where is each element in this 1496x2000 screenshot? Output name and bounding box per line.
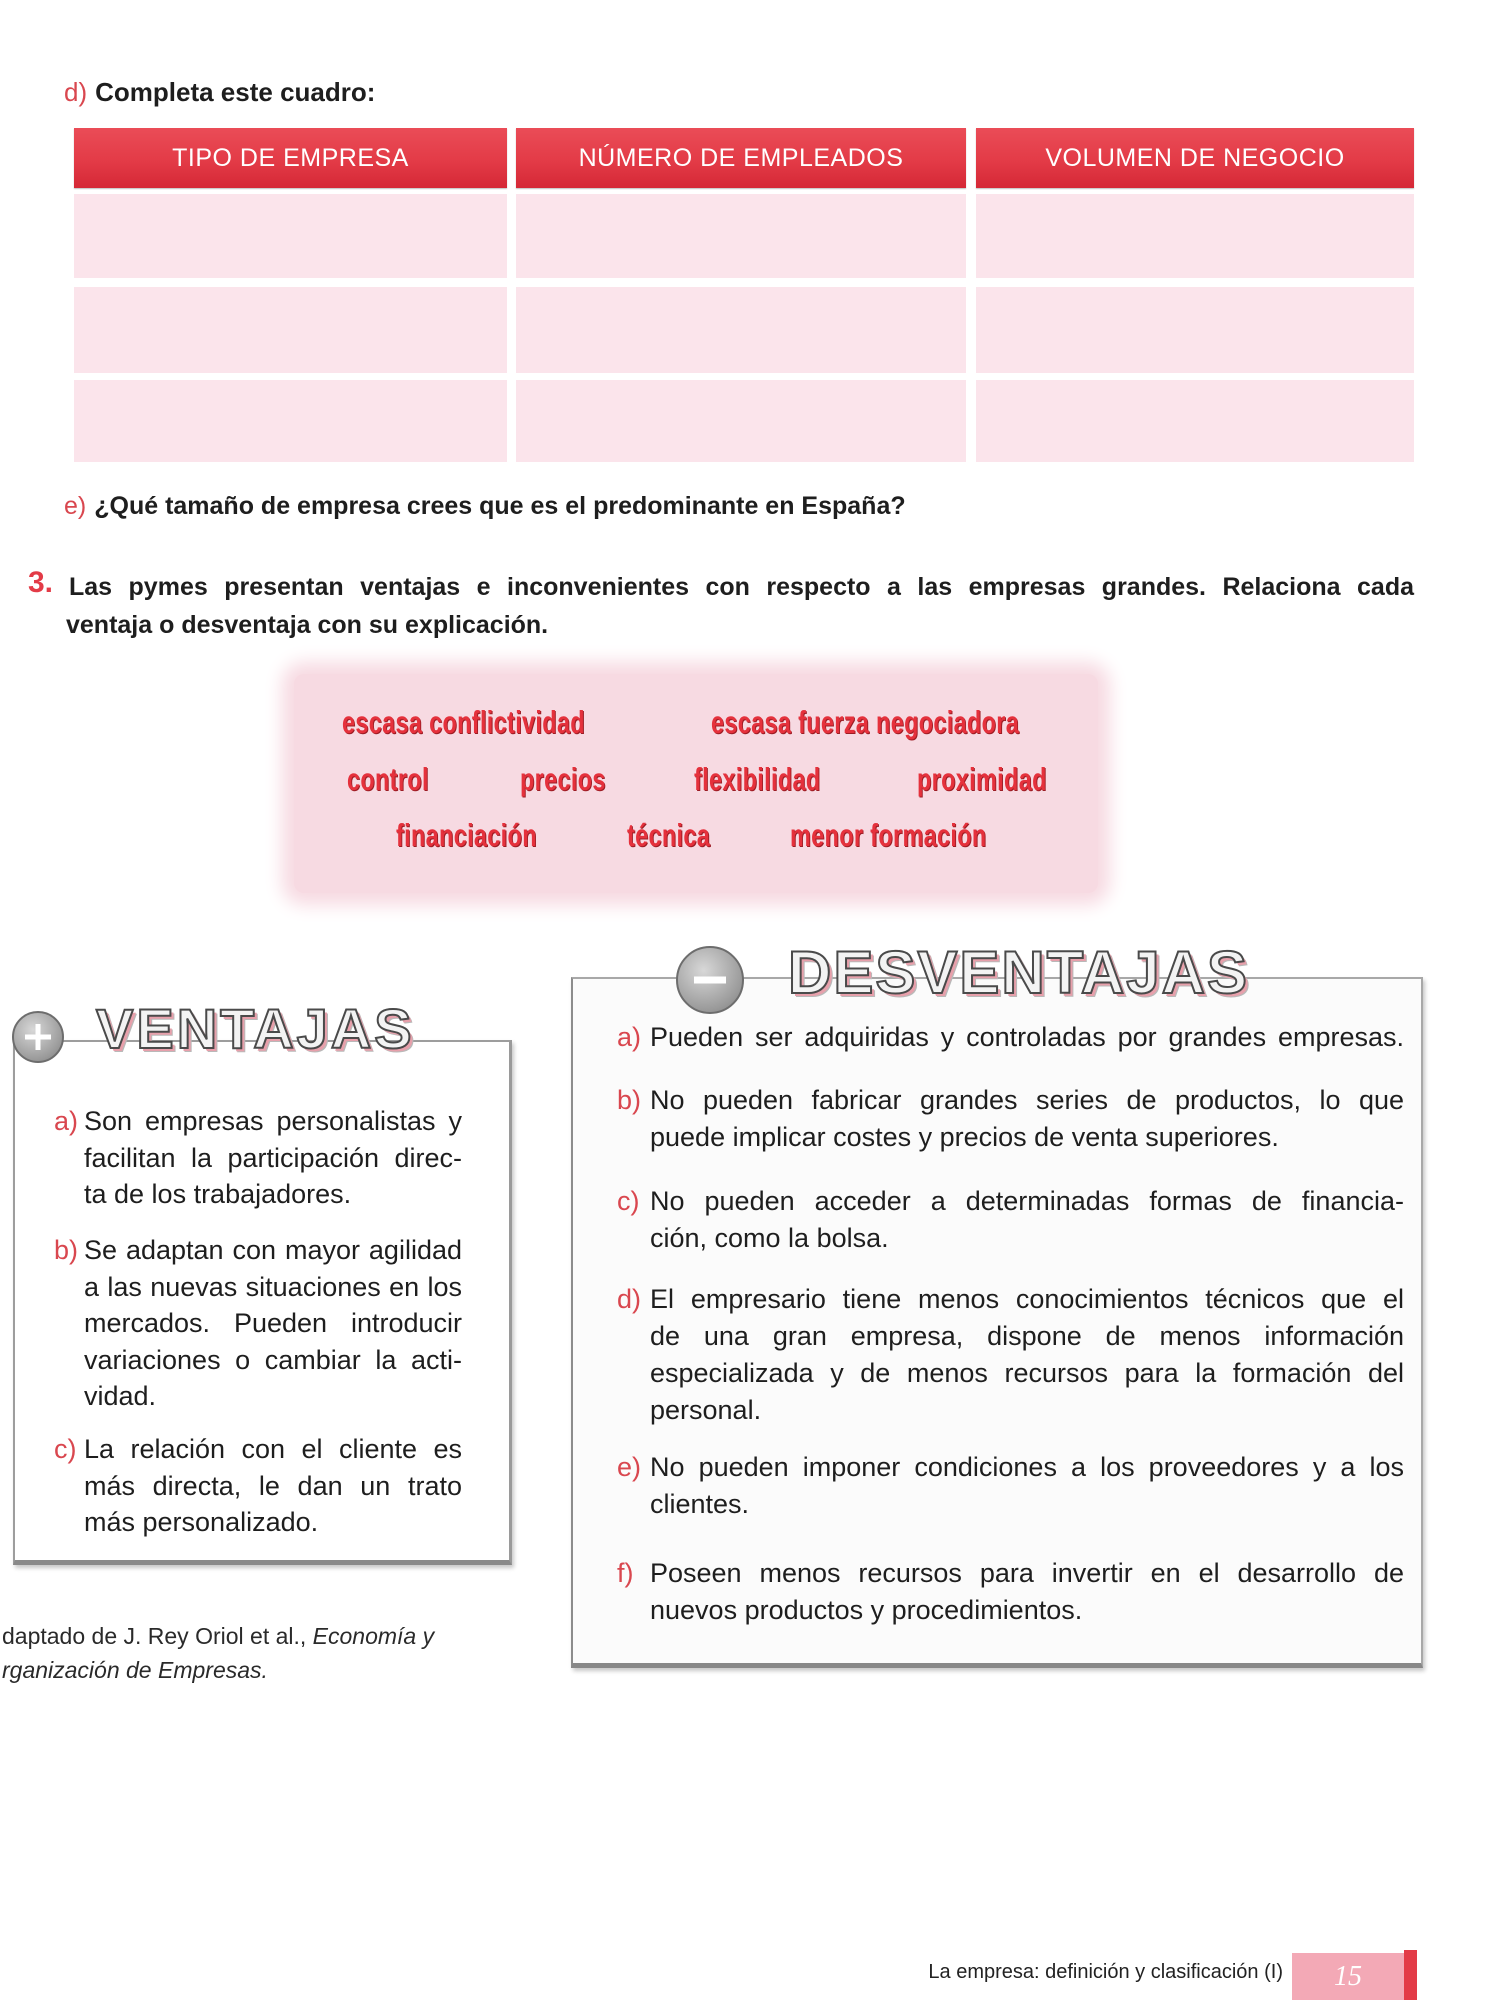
item-line: puede implicar costes y precios de venta superiores. <box>650 1122 1279 1152</box>
word-bank-term: flexibilidad <box>694 760 821 798</box>
question-e <box>64 490 906 522</box>
table-header-tipo-empresa: TIPO DE EMPRESA <box>74 128 507 188</box>
item-line: variaciones o cambiar la acti- <box>84 1344 462 1375</box>
table-cell <box>74 287 507 373</box>
item-line: El empresario tiene menos conocimientos técnicos que el <box>650 1284 1404 1314</box>
item-line: de una gran empresa, dispone de menos información <box>650 1321 1404 1351</box>
item-line: vidad. <box>84 1381 157 1411</box>
question-e-text: ¿Qué tamaño de empresa crees que es el predominante en España? <box>94 492 906 520</box>
word-bank-term: técnica <box>627 816 711 854</box>
source-citation <box>2 1655 268 1685</box>
item-label: a) <box>54 1106 79 1136</box>
word-bank-term: proximidad <box>917 760 1047 798</box>
item-line: ción, como la bolsa. <box>650 1223 889 1253</box>
question-d-label: d) <box>64 77 88 107</box>
word-bank-term: financiación <box>396 816 537 854</box>
table-cell <box>74 194 507 278</box>
word-bank-term: escasa fuerza negociadora <box>711 703 1020 741</box>
source-book-title: Economía y <box>312 1623 435 1649</box>
table-cell <box>74 380 507 462</box>
exercise-number: 3. <box>28 566 54 599</box>
table-cell <box>976 194 1414 278</box>
ventajas-title: VENTAJAS <box>96 997 415 1060</box>
item-line: Son empresas personalistas y <box>84 1106 462 1136</box>
item-line: Poseen menos recursos para invertir en el desarrollo de <box>650 1558 1404 1588</box>
item-line: Se adaptan con mayor agilidad <box>84 1235 462 1265</box>
item-line: clientes. <box>650 1489 750 1519</box>
exercise-statement-line: Las pymes presentan ventajas e inconvenientes con respecto a las empresas grandes. Relaciona cada <box>69 573 1414 601</box>
question-d <box>64 76 375 108</box>
word-bank-term: escasa conflictividad <box>342 703 585 741</box>
desventajas-title: DESVENTAJAS <box>788 939 1249 1006</box>
page-number: 15 <box>1334 1961 1362 1992</box>
item-line: Pueden ser adquiridas y controladas por grandes empresas. <box>650 1022 1404 1052</box>
item-line: No pueden acceder a determinadas formas de financia- <box>650 1186 1404 1216</box>
item-label: b) <box>617 1085 642 1115</box>
item-label: c) <box>54 1434 77 1464</box>
item-line: No pueden imponer condiciones a los proveedores y a los <box>650 1452 1404 1482</box>
item-line: mercados. Pueden introducir <box>84 1308 462 1338</box>
item-line: ta de los trabajadores. <box>84 1179 352 1209</box>
item-label: b) <box>54 1235 79 1265</box>
item-line: No pueden fabricar grandes series de productos, lo que <box>650 1085 1404 1115</box>
item-line: La relación con el cliente es <box>84 1434 462 1464</box>
question-e-label: e) <box>64 492 87 520</box>
word-bank-term: control <box>347 760 429 798</box>
item-label: c) <box>617 1186 640 1216</box>
item-line: más personalizado. <box>84 1507 319 1537</box>
source-text: daptado de J. Rey Oriol et al., <box>2 1623 313 1649</box>
word-bank-term: menor formación <box>790 816 987 854</box>
table-cell <box>516 380 966 462</box>
source-citation <box>2 1621 434 1651</box>
item-label: e) <box>617 1452 642 1482</box>
item-line: facilitan la participación direc- <box>84 1142 462 1173</box>
item-line: a las nuevas situaciones en los <box>84 1271 462 1302</box>
table-header-volumen-negocio: VOLUMEN DE NEGOCIO <box>976 128 1414 188</box>
item-line: especializada y de menos recursos para la formación del <box>650 1358 1404 1388</box>
word-bank-term: precios <box>520 760 606 798</box>
exercise-statement-line: ventaja o desventaja con su explicación. <box>66 611 549 639</box>
table-cell <box>516 194 966 278</box>
source-book-title: rganización de Empresas. <box>2 1657 268 1683</box>
table-cell <box>976 380 1414 462</box>
item-label: d) <box>617 1284 642 1314</box>
item-line: nuevos productos y procedimientos. <box>650 1595 1083 1625</box>
table-cell <box>976 287 1414 373</box>
item-line: más directa, le dan un trato <box>84 1470 462 1501</box>
item-label: a) <box>617 1022 642 1052</box>
minus-circle-icon <box>676 946 744 1014</box>
table-cell <box>516 287 966 373</box>
plus-circle-icon <box>12 1011 64 1063</box>
item-label: f) <box>617 1558 634 1588</box>
question-d-text: Completa este cuadro: <box>95 77 376 107</box>
item-line: personal. <box>650 1395 762 1425</box>
table-header-numero-empleados: NÚMERO DE EMPLEADOS <box>516 128 966 188</box>
page-edge-bar <box>1404 1950 1417 2000</box>
footer-chapter-title: La empresa: definición y clasificación (I) <box>928 1961 1283 1983</box>
